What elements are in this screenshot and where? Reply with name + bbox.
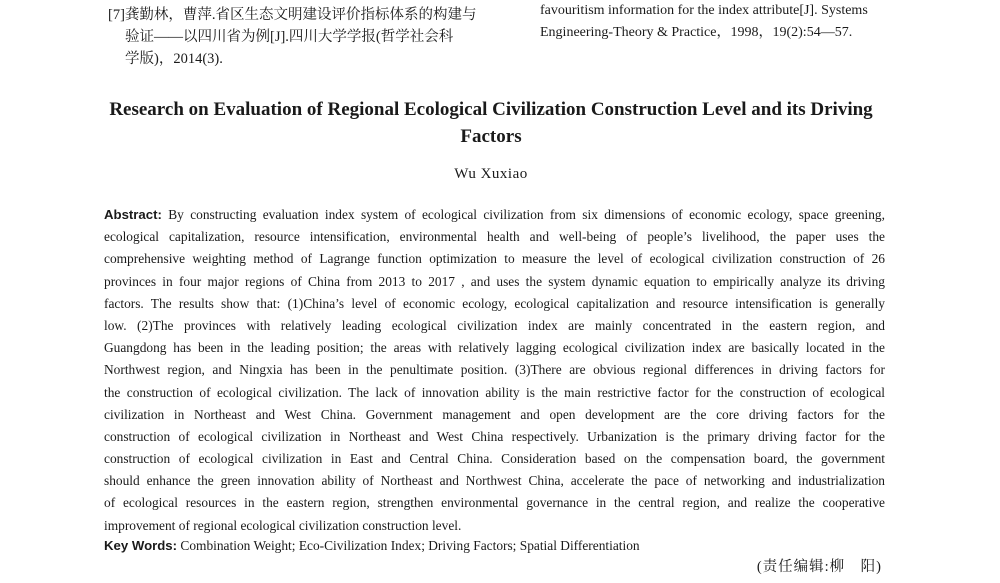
article-title: Research on Evaluation of Regional Ecological Civilization Construction Level and its Driving Factors	[109, 99, 873, 147]
abstract	[104, 204, 885, 537]
abstract-line: comprehensive weighting method of Lagrange function optimization to measure the level of ecological civilization construction of 26	[104, 251, 885, 267]
keywords-text: Combination Weight; Eco-Civilization Index; Driving Factors; Spatial Differentiation	[180, 538, 640, 553]
abstract-line: ecological capitalization, resource intensification, environmental health and well-being of people’s livelihood, the paper uses the	[104, 229, 885, 245]
abstract-line: Guangdong has been in the leading position; the areas with relatively lagging ecological civilization index are basically located in the	[104, 340, 885, 356]
abstract-line: low. (2)The provinces with relatively leading ecological civilization index are mainly concentrated in the eastern region, and	[104, 317, 885, 333]
keywords-label: Key Words:	[104, 538, 178, 553]
abstract-line: should enhance the green innovation ability of Northeast and Northwest China, accelerate the pace of networking and industrialization	[104, 473, 885, 489]
abstract-line: Northwest region, and Ningxia has been in the penultimate position. (3)There are obvious regional differences in driving factors for	[104, 362, 885, 378]
abstract-line: provinces in four major regions of China from 2013 to 2017 , and uses the system dynamic equation to empirically analyze its driving	[104, 273, 885, 289]
reference-7-line-2: 验证——以四川省为例[J].四川大学学报(哲学社会科	[125, 29, 454, 45]
article-author: Wu Xuxiao	[454, 166, 528, 182]
abstract-line: construction of ecological civilization in East and Central China. Consideration based on the compensation board, the government	[104, 451, 885, 467]
abstract-line: Abstract: By constructing evaluation index system of ecological civilization from six dimensions of economic ecology, space greening,	[104, 207, 885, 222]
reference-7-line-1: [7]龚勤林，曹萍.省区生态文明建设评价指标体系的构建与	[108, 7, 477, 23]
editor-note: (责任编辑:柳 阳)	[756, 559, 882, 575]
abstract-line: factors. The results show that: (1)China’s level of economic ecology, ecological capitalization and resource intensification is generally	[104, 295, 885, 311]
reference-right-line-2: Engineering-Theory & Practice，1998，19(2):54—57.	[540, 25, 853, 40]
abstract-line: of ecological resources in the eastern region, strengthen environmental governance in the central region, and realize the cooperative	[104, 495, 885, 511]
abstract-line: the construction of ecological civilization. The lack of innovation ability is the main restrictive factor for the construction of ecological	[104, 384, 885, 400]
abstract-line: improvement of regional ecological civilization construction level.	[104, 517, 462, 533]
reference-list-right	[540, 0, 960, 44]
reference-right-line-1: favouritism information for the index attribute[J]. Systems	[540, 3, 868, 18]
reference-list-left	[108, 4, 498, 70]
abstract-line: construction of ecological civilization in Northeast and West China respectively. Urbanization is the primary driving factor for the	[104, 428, 885, 444]
abstract-line: civilization in Northeast and West China. Government management and open development are the core driving factors for the	[104, 406, 885, 422]
reference-7-line-3: 学版)，2014(3).	[125, 51, 223, 67]
abstract-label: Abstract:	[104, 207, 162, 222]
keywords	[104, 536, 885, 556]
